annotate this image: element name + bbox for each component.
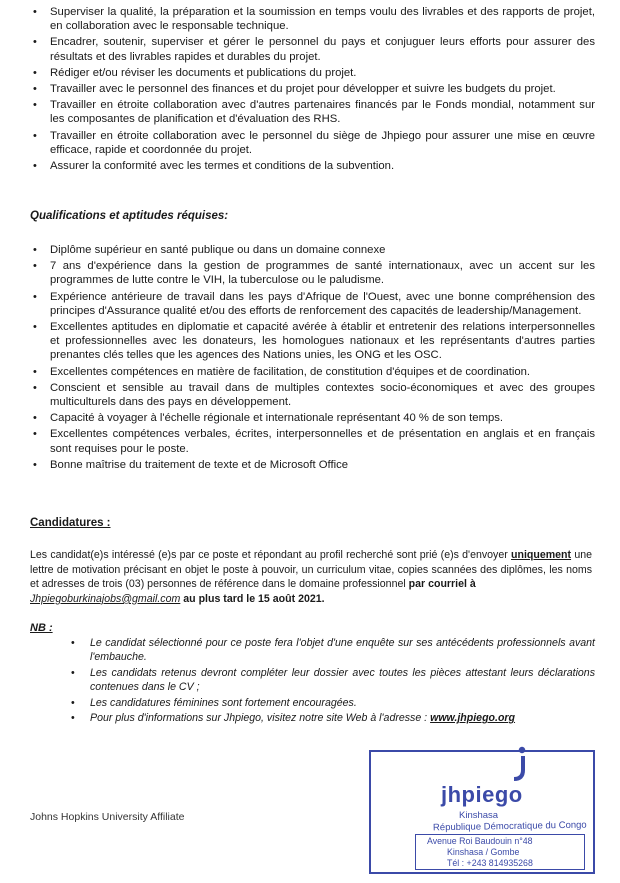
list-item: • Expérience antérieure de travail dans les pays d'Afrique de l'Ouest, avec une bonne compréhension des principes d'Assurance qualité et/ou des efforts de renforcement des capacités de leadership/Management. <box>33 290 595 317</box>
bullet-icon: • <box>33 412 37 425</box>
bullet-icon: • <box>71 637 75 649</box>
list-item: • Rédiger et/ou réviser les documents et publications du projet. <box>33 66 357 79</box>
candidatures-heading: Candidatures : <box>30 517 111 529</box>
list-item: • Travailler en étroite collaboration avec d'autres partenaires financés par le Fonds mondial, notamment sur les composantes de planification et d'évaluation des RHS. <box>33 99 595 126</box>
organization-stamp <box>369 750 595 874</box>
stamp-country: République Démocratique du Congo <box>432 819 587 834</box>
list-item: • Diplôme supérieur en santé publique ou dans un domaine connexe <box>33 244 386 256</box>
bullet-icon: • <box>33 36 37 49</box>
stamp-phone: Tél : +243 814935268 <box>447 858 533 868</box>
bullet-icon: • <box>33 99 37 112</box>
responsibilities-list <box>30 5 595 175</box>
nb-list <box>70 636 595 726</box>
email-link[interactable]: Jhpiegoburkinajobs@gmail.com <box>30 592 181 605</box>
bullet-icon: • <box>33 458 37 471</box>
qualifications-list <box>30 243 595 474</box>
stamp-city: Kinshasa <box>459 810 499 821</box>
bullet-icon: • <box>33 260 37 273</box>
stamp-district: Kinshasa / Gombe <box>447 847 520 857</box>
bullet-icon: • <box>71 712 75 725</box>
bullet-icon: • <box>33 6 37 18</box>
list-item: • Excellentes compétences en matière de facilitation, de constitution d'équipes et de coordination. <box>33 365 531 378</box>
jhpiego-mark-icon <box>509 746 531 782</box>
website-link[interactable]: www.jhpiego.org <box>430 712 516 725</box>
list-item: • Les candidatures féminines sont fortement encouragées. <box>71 696 357 709</box>
list-item: • Conscient et sensible au travail dans de multiples contextes socio-économiques et avec des groupes multiculturels dans des pays en développement. <box>33 381 595 409</box>
stamp-address: Avenue Roi Baudouin n°48 <box>427 836 533 846</box>
candidatures-paragraph: Les candidat(e)s intéressé (e)s par ce poste et répondant au profil recherché sont prié (e)s d'envoyer uniquement une lettre de motivation précisant en objet le poste à pouvoir, un curriculum vitae, copies scannées des diplômes, les noms et adresses de trois (03) personnes de référence dans le domaine professionnel par courriel à Jhpiegoburkinajobs@gmail.com au plus tard le 15 août 2021. <box>30 549 592 605</box>
nb-heading: NB : <box>30 622 53 634</box>
bullet-icon: • <box>71 696 75 709</box>
list-item: • Bonne maîtrise du traitement de texte et de Microsoft Office <box>33 458 349 471</box>
list-item: • Assurer la conformité avec les termes et conditions de la subvention. <box>33 160 395 173</box>
affiliate-text: Johns Hopkins University Affiliate <box>30 811 185 823</box>
list-item: • Excellentes aptitudes en diplomatie et capacité avérée à établir et entretenir des relations interpersonnelles et professionnelles avec les donateurs, les homologues nationaux et les représentants d'autres parties prenantes clés telles que les agences des Nations unies, les ONG et les OSC. <box>33 321 595 362</box>
stamp-logo: jhpiego <box>441 782 523 807</box>
list-item: • Pour plus d'informations sur Jhpiego, visitez notre site Web à l'adresse : www.jhpiego.org <box>71 712 516 725</box>
list-item: • Capacité à voyager à l'échelle régionale et internationale représentant 40 % de son temps. <box>33 412 504 425</box>
list-item: • Encadrer, soutenir, superviser et gérer le personnel du pays et conjuguer leurs efforts pour assurer des résultats et des livrables rapides et durables du projet. <box>33 36 595 63</box>
list-item: • Travailler avec le personnel des finances et du projet pour développer et suivre les budgets du projet. <box>33 83 556 96</box>
bullet-icon: • <box>33 381 37 394</box>
bullet-icon: • <box>33 365 37 378</box>
list-item: • Le candidat sélectionné pour ce poste fera l'objet d'une enquête sur ses antécédents professionnels avant l'embauche. <box>71 637 595 664</box>
list-item: • 7 ans d'expérience dans la gestion de programmes de santé internationaux, avec un accent sur les programmes de lutte contre le VIH, la tuberculose ou le paludisme. <box>33 260 595 287</box>
list-item: • Superviser la qualité, la préparation et la soumission en temps voulu des livrables et des rapports de projet, en collaboration avec le responsable technique. <box>33 6 595 33</box>
list-item: • Les candidats retenus devront compléter leur dossier avec toutes les pièces attestant leurs déclarations contenues dans le CV ; <box>71 666 595 694</box>
bullet-icon: • <box>33 244 37 256</box>
bullet-icon: • <box>71 666 75 679</box>
qualifications-heading: Qualifications et aptitudes réquises: <box>30 210 229 222</box>
bullet-icon: • <box>33 160 37 173</box>
bullet-icon: • <box>33 321 37 334</box>
bullet-icon: • <box>33 129 37 142</box>
emphasis-text: uniquement <box>511 549 572 561</box>
bullet-icon: • <box>33 290 37 303</box>
bullet-icon: • <box>33 428 37 441</box>
list-item: • Travailler en étroite collaboration avec le personnel du siège de Jhpiego pour assurer une mise en œuvre efficace, rapide et coordonnée du projet. <box>33 129 595 156</box>
bullet-icon: • <box>33 83 37 96</box>
list-item: • Excellentes compétences verbales, écrites, interpersonnelles et de présentation en anglais et en français sont requises pour le poste. <box>33 428 595 455</box>
bullet-icon: • <box>33 66 37 79</box>
deadline-text: au plus tard le 15 août 2021. <box>180 592 325 605</box>
